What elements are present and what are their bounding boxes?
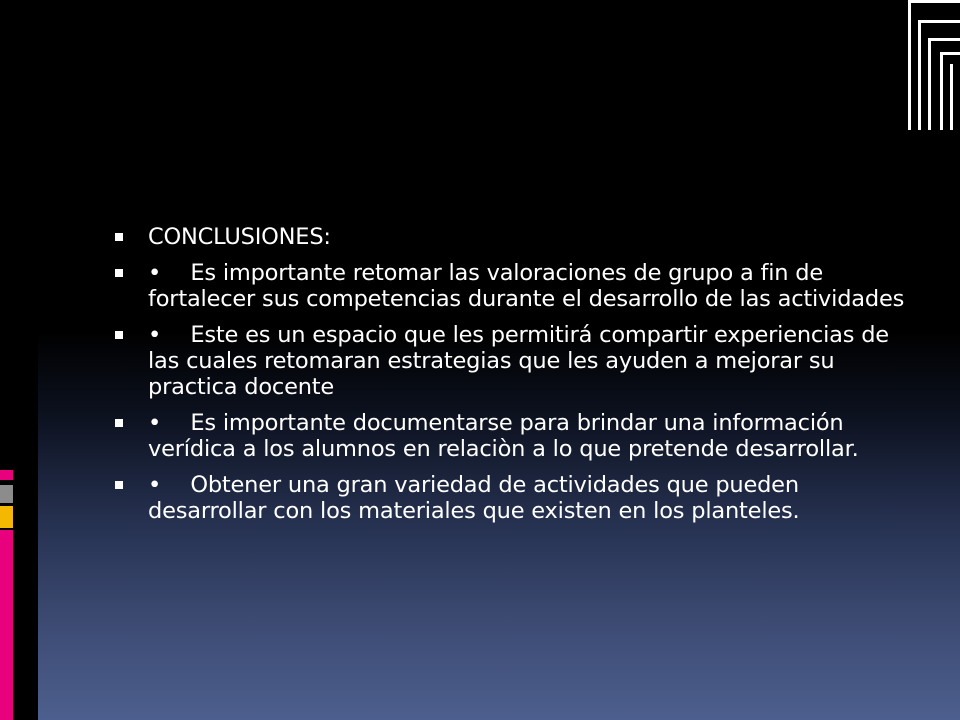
bullet-item xyxy=(112,322,912,400)
square-bullet-icon xyxy=(115,419,123,427)
bullet-item xyxy=(112,472,912,524)
bullet-text: • Obtener una gran variedad de actividades que pueden desarrollar con los materiales que existen en los planteles. xyxy=(148,472,800,524)
bullet-text: • Es importante documentarse para brindar una información verídica a los alumnos en relaciòn a lo que pretende desarrollar. xyxy=(148,410,859,462)
bullet-list xyxy=(112,224,912,534)
left-accent-bar xyxy=(0,0,38,720)
bullet-text: • Es importante retomar las valoraciones de grupo a fin de fortalecer sus competencias durante el desarrollo de las actividades xyxy=(148,260,905,312)
sidebar-yellow-segment xyxy=(0,506,13,528)
bullet-item xyxy=(112,260,912,312)
bullet-item-heading xyxy=(112,224,912,250)
square-bullet-icon xyxy=(115,269,123,277)
bullet-item xyxy=(112,410,912,462)
bullet-text: CONCLUSIONES: xyxy=(148,224,331,250)
square-bullet-icon xyxy=(115,481,123,489)
sidebar-gray-segment xyxy=(0,485,13,503)
square-bullet-icon xyxy=(115,331,123,339)
bullet-text: • Este es un espacio que les permitirá compartir experiencias de las cuales retomaran estrategias que les ayuden a mejorar su practica docente xyxy=(148,322,889,400)
square-bullet-icon xyxy=(115,233,123,241)
sidebar-black-segment xyxy=(0,0,13,468)
sidebar-pink-segment xyxy=(0,470,13,480)
sidebar-pink-long-segment xyxy=(0,530,13,720)
